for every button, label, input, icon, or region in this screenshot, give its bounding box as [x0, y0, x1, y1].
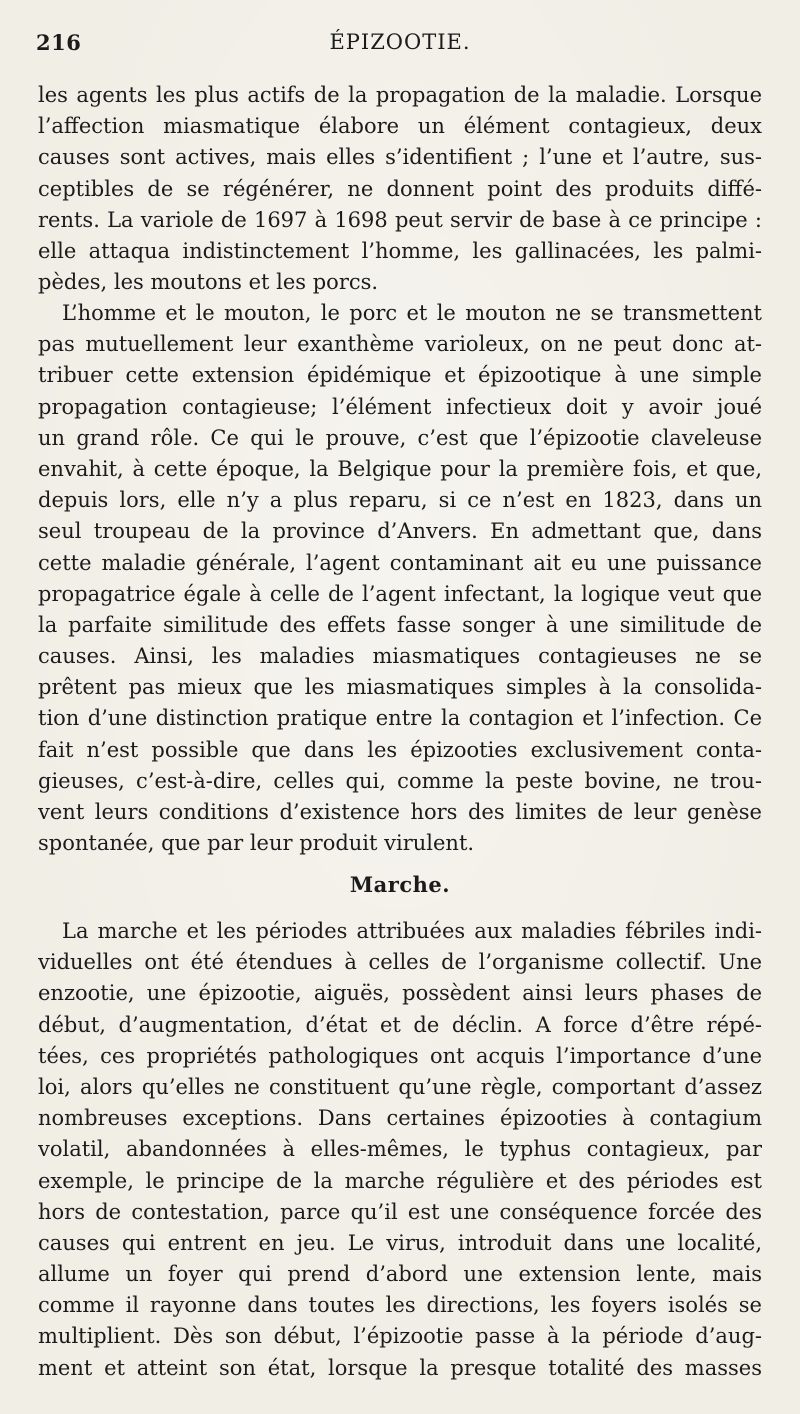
- text-line: tion d’une distinction pratique entre la contagion et l’infection. Ce: [38, 706, 762, 731]
- section-paragraph: [38, 916, 762, 1384]
- text-line: comme il rayonne dans toutes les directions, les foyers isolés se: [38, 1293, 762, 1318]
- text-line: tées, ces propriétés pathologiques ont acquis l’importance d’une: [38, 1043, 762, 1068]
- text-line: loi, alors qu’elles ne constituent qu’une règle, comportant d’assez: [38, 1074, 762, 1099]
- text-line: début, d’augmentation, d’état et de déclin. A force d’être répé-: [38, 1012, 762, 1037]
- text-line: l’affection miasmatique élabore un élément contagieux, deux: [38, 114, 762, 139]
- text-line: exemple, le principe de la marche régulière et des périodes est: [38, 1168, 762, 1193]
- text-line: nombreuses exceptions. Dans certaines épizooties à contagium: [38, 1106, 762, 1131]
- text-line: fait n’est possible que dans les épizooties exclusivement conta-: [38, 737, 762, 762]
- text-line: vent leurs conditions d’existence hors des limites de leur genèse: [38, 800, 762, 824]
- text-line: causes sont actives, mais elles s’identifient ; l’une et l’autre, sus-: [38, 145, 762, 170]
- section-heading: Marche.: [349, 872, 451, 897]
- text-line: cette maladie générale, l’agent contaminant ait eu une puissance: [38, 550, 762, 575]
- text-line: spontanée, que par leur produit virulent.: [38, 831, 475, 856]
- text-line: pas mutuellement leur exanthème varioleux, on ne peut donc at-: [38, 332, 762, 357]
- text-line: tribuer cette extension épidémique et épizootique à une simple: [38, 363, 762, 388]
- text-line: prêtent pas mieux que les miasmatiques simples à la consolida-: [38, 675, 762, 700]
- text-line: multiplient. Dès son début, l’épizootie passe à la période d’aug-: [38, 1324, 762, 1349]
- text-line: La marche et les périodes attribuées aux maladies fébriles indi-: [62, 919, 762, 943]
- text-line: depuis lors, elle n’y a plus reparu, si ce n’est en 1823, dans un: [38, 488, 762, 513]
- text-line: un grand rôle. Ce qui le prouve, c’est que l’épizootie claveleuse: [38, 425, 762, 450]
- text-line: les agents les plus actifs de la propagation de la maladie. Lorsque: [38, 83, 762, 107]
- text-line: envahit, à cette époque, la Belgique pour la première fois, et que,: [38, 456, 762, 481]
- text-line: seul troupeau de la province d’Anvers. En admettant que, dans: [38, 519, 762, 544]
- text-line: volatil, abandonnées à elles-mêmes, le typhus contagieux, par: [38, 1137, 762, 1162]
- paragraph-1: [38, 80, 762, 298]
- page-header: [36, 30, 764, 64]
- page-number: 216: [36, 30, 82, 55]
- text-line: causes. Ainsi, les maladies miasmatiques contagieuses ne se: [38, 644, 762, 669]
- running-title: ÉPIZOOTIE.: [329, 30, 471, 54]
- text-line: hors de contestation, parce qu’il est une conséquence forcée des: [38, 1199, 762, 1224]
- text-line: ment et atteint son état, lorsque la presque totalité des masses: [38, 1355, 762, 1380]
- text-line: propagation contagieuse; l’élément infectieux doit y avoir joué: [38, 394, 762, 419]
- text-line: ceptibles de se régénérer, ne donnent point des produits diffé-: [38, 176, 762, 201]
- text-line: enzootie, une épizootie, aiguës, possèdent ainsi leurs phases de: [38, 981, 762, 1006]
- text-line: allume un foyer qui prend d’abord une extension lente, mais: [38, 1262, 762, 1287]
- text-line: pèdes, les moutons et les porcs.: [38, 270, 379, 295]
- text-line: elle attaqua indistinctement l’homme, les gallinacées, les palmi-: [38, 238, 762, 263]
- text-line: la parfaite similitude des effets fasse songer à une similitude de: [38, 612, 762, 637]
- text-line: rents. La variole de 1697 à 1698 peut servir de base à ce principe :: [38, 207, 762, 232]
- text-line: viduelles ont été étendues à celles de l’organisme collectif. Une: [38, 950, 762, 975]
- text-line: L’homme et le mouton, le porc et le mouton ne se transmettent: [62, 301, 762, 325]
- text-line: gieuses, c’est-à-dire, celles qui, comme la peste bovine, ne trou-: [38, 768, 762, 793]
- text-line: causes qui entrent en jeu. Le virus, introduit dans une localité,: [38, 1230, 762, 1255]
- paragraph-2: [38, 298, 762, 859]
- text-line: propagatrice égale à celle de l’agent infectant, la logique veut que: [38, 581, 762, 606]
